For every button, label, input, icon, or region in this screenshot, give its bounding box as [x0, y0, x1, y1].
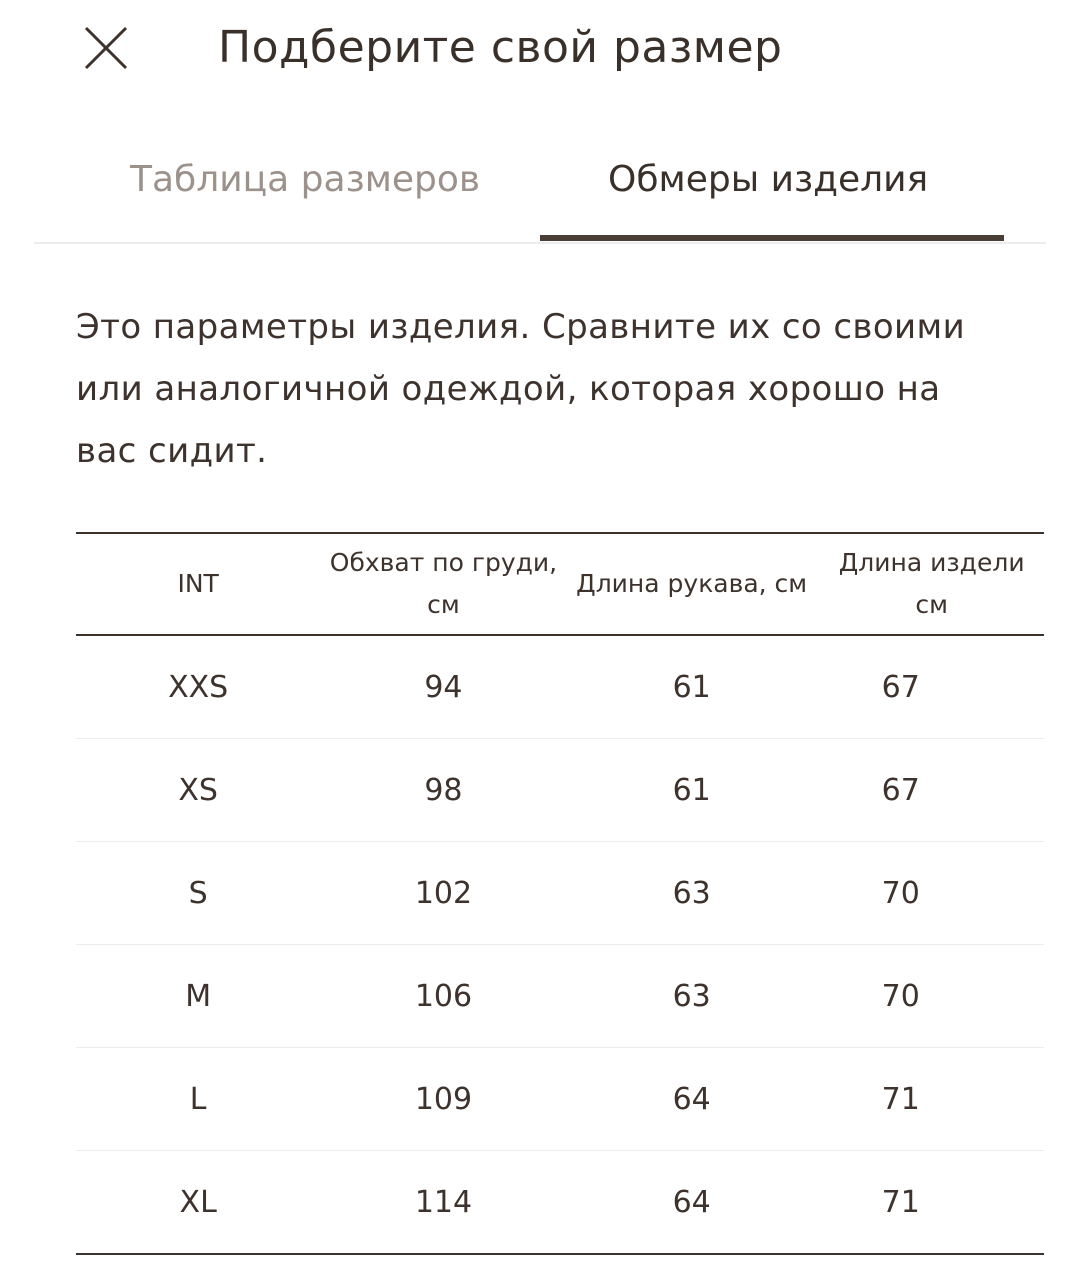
table-header — [76, 534, 1044, 636]
cell-length-value: 71 — [881, 1081, 920, 1117]
table-row — [76, 945, 1044, 1048]
cell-sleeve: 63 — [672, 875, 711, 911]
cell-length-value: 70 — [881, 875, 920, 911]
cell-chest: 106 — [414, 978, 473, 1014]
cell-length — [817, 1151, 1044, 1253]
cell-sleeve: 64 — [672, 1081, 711, 1117]
cell-size: XS — [178, 772, 218, 808]
cell-size: XL — [179, 1184, 217, 1220]
cell-size: XXS — [168, 669, 229, 705]
cell-chest: 114 — [414, 1184, 473, 1220]
header-chest-line2: см — [427, 590, 460, 619]
close-button[interactable] — [78, 20, 134, 76]
cell-length — [817, 636, 1044, 738]
tab-size-table[interactable]: Таблица размеров — [130, 159, 481, 200]
header-chest — [320, 534, 566, 634]
tab-bar — [34, 130, 1046, 244]
cell-chest: 98 — [424, 772, 463, 808]
measurements-table — [76, 532, 1044, 1255]
table-row — [76, 842, 1044, 945]
cell-size: L — [189, 1081, 207, 1117]
close-icon — [78, 20, 134, 76]
cell-size: M — [185, 978, 212, 1014]
header-int: INT — [177, 569, 219, 598]
cell-length — [817, 945, 1044, 1047]
tab-product-measurements[interactable]: Обмеры изделия — [608, 159, 929, 200]
cell-sleeve: 63 — [672, 978, 711, 1014]
description-text: Это параметры изделия. Сравните их со своими или аналогичной одеждой, которая хорошо на вас сидит. — [76, 307, 966, 471]
cell-length-value: 70 — [881, 978, 920, 1014]
cell-length — [817, 1048, 1044, 1150]
table-row — [76, 1048, 1044, 1151]
cell-length-value: 67 — [881, 669, 920, 705]
table-row — [76, 636, 1044, 739]
header-chest-line1: Обхват по груди, — [329, 548, 558, 577]
active-tab-indicator — [540, 235, 1004, 241]
cell-length — [817, 739, 1044, 841]
header-sleeve: Длина рукава, см — [576, 569, 808, 598]
table-row — [76, 1151, 1044, 1253]
cell-sleeve: 61 — [672, 669, 711, 705]
cell-length — [817, 842, 1044, 944]
header-length-line2: см — [915, 590, 948, 619]
cell-sleeve: 61 — [672, 772, 711, 808]
cell-size: S — [188, 875, 208, 911]
cell-length-value: 67 — [881, 772, 920, 808]
cell-sleeve: 64 — [672, 1184, 711, 1220]
header-length-line1: Длина издели — [838, 548, 1025, 577]
table-row — [76, 739, 1044, 842]
cell-chest: 102 — [414, 875, 473, 911]
cell-chest: 94 — [424, 669, 463, 705]
header-length — [817, 534, 1044, 634]
cell-chest: 109 — [414, 1081, 473, 1117]
cell-length-value: 71 — [881, 1184, 920, 1220]
page-title: Подберите свой размер — [218, 22, 783, 73]
